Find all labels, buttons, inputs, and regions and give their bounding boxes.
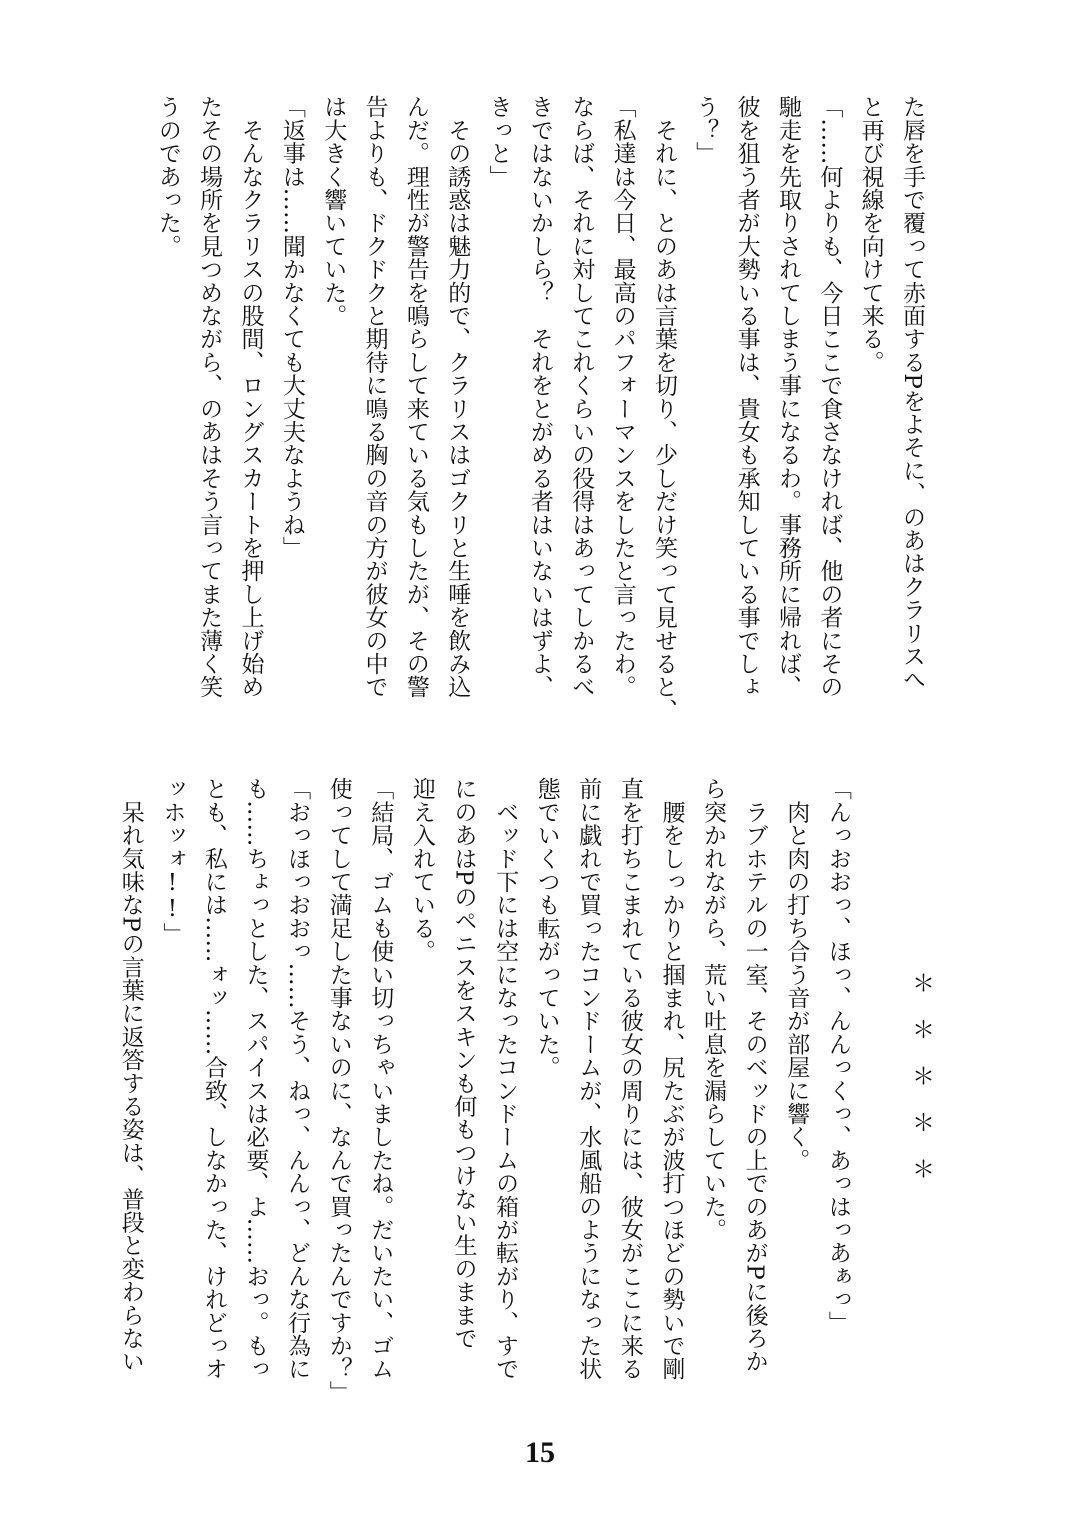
text-line: ら突かれながら、荒い吐息を漏らしていた。 [700,777,727,1241]
text-line: と再び視線を向けて来る。 [857,95,884,374]
text-line: 迎え入れている。 [408,777,435,963]
text-line: ラブホテルの一室、そのベッドの上でのあがPに後ろか [741,777,768,1373]
text-line: 「私達は今日、最高のパフォーマンスをしたと言ったわ。 [609,95,636,699]
text-line: きっと」 [485,95,512,188]
text-line: 肉と肉の打ち合う音が部屋に響く。 [783,777,810,1172]
text-line: ッホッォ!!」 [159,777,186,946]
text-line: 「……何よりも、今日ここで食さなければ、他の者にその [816,95,843,699]
text-line: 前に戯れで買ったコンドームが、水風船のようになった状 [575,777,602,1381]
text-line: 「結局、ゴムも使い切っちゃいましたね。だいたい、ゴム [367,777,394,1381]
text-line: 彼を狙う者が大勢いる事は、貴女も承知している事でしょ [733,95,760,699]
lower-text-block [109,777,941,1404]
text-line: 馳走を先取りされてしまう事になるわ。事務所に帰れば、 [774,95,801,699]
text-line: う？」 [692,95,719,165]
text-line: きではないかしら？ それをとがめる者はいないはずよ、 [526,95,553,699]
text-line: そんなクラリスの股間、ロングスカートを押し上げ始め [237,95,264,699]
text-line: ベッド下には空になったコンドームの箱が転がり、すで [492,777,519,1381]
upper-text-block [146,95,932,722]
text-line: ならば、それに対してこれくらいの役得はあってしかるべ [568,95,595,699]
text-line: は大きく響いていた。 [320,95,347,327]
text-line: その誘惑は魅力的で、クラリスはゴクリと生唾を飲み込 [444,95,471,699]
text-line: とも、私には……ォッ……合致、しなかった、けれどっオ [200,777,227,1381]
text-line: 「おっほっおおっ……そう、ねっ、んんっ、どんな行為に [284,777,311,1381]
text-line: うのであった。 [154,95,181,258]
text-line: も……ちょっとした、スパイスは必要、よ……おっ。もっ [242,777,269,1381]
text-line: 直を打ちこまれている彼女の周りには、彼女がここに来る [616,777,643,1381]
text-line: 「んっおおっ、ほっ、んんっくっ、あっはっあぁっ」 [824,777,851,1334]
text-line: 使ってして満足した事ないのに、なんで買ったんですか？」 [325,777,352,1404]
text-line: た唇を手で覆って赤面するPをよそに、のあはクラリスへ [899,95,925,691]
page-number: 15 [525,1436,555,1469]
text-line: 態でいくつも転がっていた。 [533,777,560,1079]
scene-break: ＊＊＊＊＊ [908,971,934,1204]
text-line: たその場所を見つめながら、のあはそう言ってまた薄く笑 [196,95,223,699]
text-line: んだ。理性が警告を鳴らして来ている気もしたが、その警 [402,95,429,699]
text-line: 告よりも、ドクドクと期待に鳴る胸の音の方が彼女の中で [361,95,388,699]
text-line: にのあはPのペニスをスキンも何もつけない生のままで [450,777,477,1350]
text-line: 「返事は……聞かなくても大丈夫なようね」 [278,95,305,559]
text-line: 呆れ気味なPの言葉に返答する姿は、普段と変わらない [117,777,144,1373]
blank-line [858,777,900,1387]
text-line: それに、とのあは言葉を切り、少しだけ笑って見せると、 [650,95,677,722]
text-line: 腰をしっかりと掴まれ、尻たぶが波打つほどの勢いで剛 [658,777,685,1381]
